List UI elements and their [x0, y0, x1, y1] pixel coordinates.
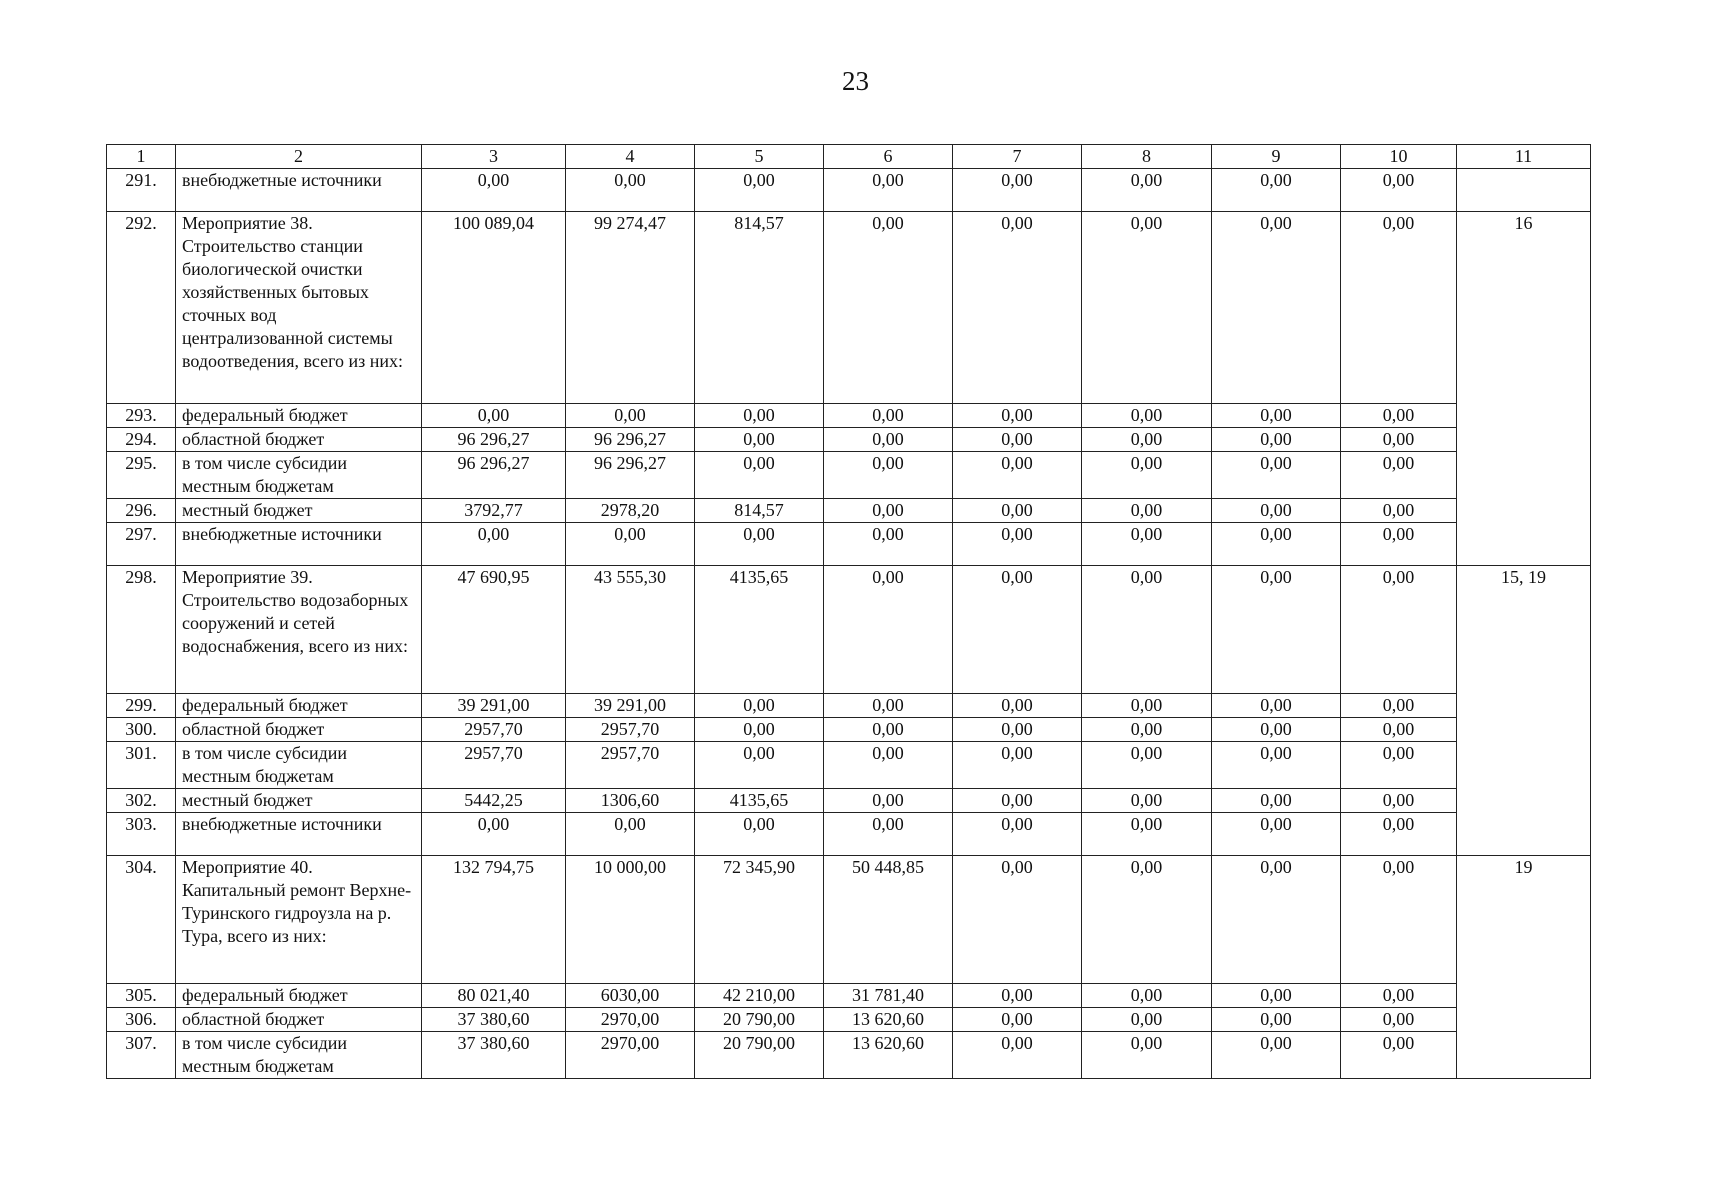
column-header-4: 4: [566, 145, 695, 169]
value-cell-col-10: 0,00: [1341, 404, 1457, 428]
value-cell-col-3: 37 380,60: [422, 1008, 566, 1032]
value-cell-col-4: 96 296,27: [566, 452, 695, 499]
column-header-1: 1: [107, 145, 176, 169]
value-cell-col-7: 0,00: [953, 694, 1082, 718]
value-cell-col-5: 4135,65: [695, 566, 824, 694]
value-cell-col-7: 0,00: [953, 523, 1082, 566]
table-row: [107, 428, 1591, 452]
value-cell-col-5: 0,00: [695, 428, 824, 452]
value-cell-col-8: 0,00: [1082, 813, 1212, 856]
value-cell-col-10: 0,00: [1341, 1032, 1457, 1079]
value-cell-col-8: 0,00: [1082, 1008, 1212, 1032]
row-description: внебюджетные источники: [176, 169, 422, 212]
row-number: 302.: [107, 789, 176, 813]
value-cell-col-9: 0,00: [1212, 789, 1341, 813]
column-header-7: 7: [953, 145, 1082, 169]
value-cell-col-3: 2957,70: [422, 718, 566, 742]
value-cell-col-3: 80 021,40: [422, 984, 566, 1008]
value-cell-col-7: 0,00: [953, 499, 1082, 523]
value-cell-col-5: 0,00: [695, 169, 824, 212]
row-number: 306.: [107, 1008, 176, 1032]
value-cell-col-10: 0,00: [1341, 499, 1457, 523]
value-cell-col-7: 0,00: [953, 404, 1082, 428]
value-cell-col-3: 0,00: [422, 404, 566, 428]
table-row: [107, 813, 1591, 856]
value-cell-col-5: 814,57: [695, 499, 824, 523]
row-description: местный бюджет: [176, 789, 422, 813]
value-cell-col-5: 4135,65: [695, 789, 824, 813]
row-description: Мероприятие 39. Строительство водозаборных сооружений и сетей водоснабжения, всего из них:: [176, 566, 422, 694]
value-cell-col-8: 0,00: [1082, 523, 1212, 566]
row-description: Мероприятие 38. Строительство станции биологической очистки хозяйственных бытовых сточных вод централизованной системы водоотведения, всего из них:: [176, 212, 422, 404]
value-cell-col-9: 0,00: [1212, 1008, 1341, 1032]
table-row: [107, 169, 1591, 212]
value-cell-col-7: 0,00: [953, 984, 1082, 1008]
row-number: 293.: [107, 404, 176, 428]
value-cell-col-10: 0,00: [1341, 169, 1457, 212]
value-cell-col-9: 0,00: [1212, 169, 1341, 212]
table-row: [107, 984, 1591, 1008]
column-header-11: 11: [1457, 145, 1591, 169]
target-indicator-cell: 15, 19: [1457, 566, 1591, 856]
value-cell-col-6: 0,00: [824, 452, 953, 499]
table-row: [107, 694, 1591, 718]
value-cell-col-10: 0,00: [1341, 1008, 1457, 1032]
value-cell-col-8: 0,00: [1082, 718, 1212, 742]
value-cell-col-6: 13 620,60: [824, 1008, 953, 1032]
row-number: 305.: [107, 984, 176, 1008]
row-description: Мероприятие 40. Капитальный ремонт Верхне-Туринского гидроузла на р. Тура, всего из них:: [176, 856, 422, 984]
value-cell-col-5: 0,00: [695, 742, 824, 789]
value-cell-col-9: 0,00: [1212, 1032, 1341, 1079]
value-cell-col-3: 37 380,60: [422, 1032, 566, 1079]
value-cell-col-6: 0,00: [824, 813, 953, 856]
value-cell-col-8: 0,00: [1082, 499, 1212, 523]
row-number: 307.: [107, 1032, 176, 1079]
table-row: [107, 856, 1591, 984]
value-cell-col-10: 0,00: [1341, 566, 1457, 694]
table-row: [107, 1032, 1591, 1079]
value-cell-col-5: 0,00: [695, 523, 824, 566]
value-cell-col-4: 99 274,47: [566, 212, 695, 404]
value-cell-col-8: 0,00: [1082, 428, 1212, 452]
value-cell-col-5: 20 790,00: [695, 1008, 824, 1032]
value-cell-col-8: 0,00: [1082, 856, 1212, 984]
value-cell-col-7: 0,00: [953, 718, 1082, 742]
table-row: [107, 789, 1591, 813]
row-description: областной бюджет: [176, 718, 422, 742]
value-cell-col-8: 0,00: [1082, 789, 1212, 813]
value-cell-col-6: 0,00: [824, 694, 953, 718]
value-cell-col-6: 0,00: [824, 718, 953, 742]
value-cell-col-4: 43 555,30: [566, 566, 695, 694]
value-cell-col-3: 100 089,04: [422, 212, 566, 404]
row-number: 291.: [107, 169, 176, 212]
table-row: [107, 742, 1591, 789]
row-description: областной бюджет: [176, 428, 422, 452]
value-cell-col-9: 0,00: [1212, 718, 1341, 742]
value-cell-col-10: 0,00: [1341, 718, 1457, 742]
value-cell-col-6: 0,00: [824, 523, 953, 566]
value-cell-col-4: 2970,00: [566, 1008, 695, 1032]
value-cell-col-5: 0,00: [695, 718, 824, 742]
value-cell-col-9: 0,00: [1212, 428, 1341, 452]
value-cell-col-6: 0,00: [824, 789, 953, 813]
value-cell-col-3: 5442,25: [422, 789, 566, 813]
value-cell-col-8: 0,00: [1082, 452, 1212, 499]
value-cell-col-4: 39 291,00: [566, 694, 695, 718]
value-cell-col-5: 0,00: [695, 813, 824, 856]
value-cell-col-9: 0,00: [1212, 212, 1341, 404]
value-cell-col-8: 0,00: [1082, 566, 1212, 694]
row-description: федеральный бюджет: [176, 694, 422, 718]
value-cell-col-4: 96 296,27: [566, 428, 695, 452]
value-cell-col-4: 2970,00: [566, 1032, 695, 1079]
row-description: федеральный бюджет: [176, 404, 422, 428]
value-cell-col-3: 0,00: [422, 169, 566, 212]
target-indicator-cell: 19: [1457, 856, 1591, 1079]
column-header-6: 6: [824, 145, 953, 169]
row-number: 304.: [107, 856, 176, 984]
value-cell-col-9: 0,00: [1212, 813, 1341, 856]
table-body: [107, 169, 1591, 1079]
target-indicator-cell: [1457, 169, 1591, 212]
value-cell-col-7: 0,00: [953, 742, 1082, 789]
value-cell-col-10: 0,00: [1341, 428, 1457, 452]
row-number: 299.: [107, 694, 176, 718]
value-cell-col-10: 0,00: [1341, 212, 1457, 404]
value-cell-col-8: 0,00: [1082, 694, 1212, 718]
value-cell-col-7: 0,00: [953, 813, 1082, 856]
value-cell-col-6: 50 448,85: [824, 856, 953, 984]
row-description: местный бюджет: [176, 499, 422, 523]
column-number-row: [107, 145, 1591, 169]
column-header-2: 2: [176, 145, 422, 169]
target-indicator-cell: 16: [1457, 212, 1591, 566]
row-number: 296.: [107, 499, 176, 523]
table-row: [107, 499, 1591, 523]
value-cell-col-3: 47 690,95: [422, 566, 566, 694]
table-row: [107, 1008, 1591, 1032]
value-cell-col-4: 10 000,00: [566, 856, 695, 984]
row-number: 295.: [107, 452, 176, 499]
value-cell-col-10: 0,00: [1341, 523, 1457, 566]
value-cell-col-3: 0,00: [422, 523, 566, 566]
value-cell-col-6: 0,00: [824, 212, 953, 404]
table-row: [107, 212, 1591, 404]
value-cell-col-4: 2957,70: [566, 718, 695, 742]
value-cell-col-3: 96 296,27: [422, 428, 566, 452]
value-cell-col-5: 0,00: [695, 694, 824, 718]
row-description: внебюджетные источники: [176, 813, 422, 856]
table-row: [107, 718, 1591, 742]
value-cell-col-4: 2978,20: [566, 499, 695, 523]
column-header-10: 10: [1341, 145, 1457, 169]
value-cell-col-10: 0,00: [1341, 789, 1457, 813]
value-cell-col-6: 0,00: [824, 404, 953, 428]
budget-table: [106, 144, 1591, 1079]
page-number: 23: [842, 66, 869, 96]
row-description: внебюджетные источники: [176, 523, 422, 566]
value-cell-col-8: 0,00: [1082, 212, 1212, 404]
value-cell-col-5: 0,00: [695, 404, 824, 428]
value-cell-col-9: 0,00: [1212, 452, 1341, 499]
value-cell-col-6: 0,00: [824, 742, 953, 789]
value-cell-col-7: 0,00: [953, 1008, 1082, 1032]
table-row: [107, 404, 1591, 428]
value-cell-col-6: 0,00: [824, 169, 953, 212]
value-cell-col-10: 0,00: [1341, 813, 1457, 856]
value-cell-col-5: 814,57: [695, 212, 824, 404]
value-cell-col-5: 42 210,00: [695, 984, 824, 1008]
value-cell-col-3: 3792,77: [422, 499, 566, 523]
table-row: [107, 452, 1591, 499]
column-header-3: 3: [422, 145, 566, 169]
row-number: 300.: [107, 718, 176, 742]
value-cell-col-3: 0,00: [422, 813, 566, 856]
value-cell-col-6: 0,00: [824, 499, 953, 523]
value-cell-col-4: 0,00: [566, 523, 695, 566]
value-cell-col-7: 0,00: [953, 1032, 1082, 1079]
value-cell-col-4: 0,00: [566, 169, 695, 212]
value-cell-col-10: 0,00: [1341, 984, 1457, 1008]
value-cell-col-9: 0,00: [1212, 856, 1341, 984]
value-cell-col-7: 0,00: [953, 212, 1082, 404]
value-cell-col-3: 132 794,75: [422, 856, 566, 984]
value-cell-col-4: 1306,60: [566, 789, 695, 813]
value-cell-col-9: 0,00: [1212, 694, 1341, 718]
table-row: [107, 566, 1591, 694]
value-cell-col-9: 0,00: [1212, 523, 1341, 566]
value-cell-col-7: 0,00: [953, 789, 1082, 813]
value-cell-col-8: 0,00: [1082, 984, 1212, 1008]
row-description: в том числе субсидии местным бюджетам: [176, 742, 422, 789]
value-cell-col-10: 0,00: [1341, 694, 1457, 718]
value-cell-col-10: 0,00: [1341, 856, 1457, 984]
value-cell-col-8: 0,00: [1082, 1032, 1212, 1079]
row-number: 297.: [107, 523, 176, 566]
value-cell-col-3: 39 291,00: [422, 694, 566, 718]
table-row: [107, 523, 1591, 566]
value-cell-col-8: 0,00: [1082, 404, 1212, 428]
value-cell-col-4: 6030,00: [566, 984, 695, 1008]
value-cell-col-10: 0,00: [1341, 742, 1457, 789]
column-header-8: 8: [1082, 145, 1212, 169]
row-number: 301.: [107, 742, 176, 789]
value-cell-col-6: 31 781,40: [824, 984, 953, 1008]
value-cell-col-3: 2957,70: [422, 742, 566, 789]
row-description: в том числе субсидии местным бюджетам: [176, 1032, 422, 1079]
value-cell-col-9: 0,00: [1212, 742, 1341, 789]
value-cell-col-5: 72 345,90: [695, 856, 824, 984]
row-number: 294.: [107, 428, 176, 452]
value-cell-col-9: 0,00: [1212, 499, 1341, 523]
value-cell-col-7: 0,00: [953, 856, 1082, 984]
value-cell-col-9: 0,00: [1212, 984, 1341, 1008]
column-header-9: 9: [1212, 145, 1341, 169]
value-cell-col-8: 0,00: [1082, 169, 1212, 212]
value-cell-col-3: 96 296,27: [422, 452, 566, 499]
value-cell-col-9: 0,00: [1212, 404, 1341, 428]
value-cell-col-6: 13 620,60: [824, 1032, 953, 1079]
value-cell-col-6: 0,00: [824, 428, 953, 452]
column-header-5: 5: [695, 145, 824, 169]
value-cell-col-5: 0,00: [695, 452, 824, 499]
value-cell-col-4: 0,00: [566, 813, 695, 856]
value-cell-col-7: 0,00: [953, 452, 1082, 499]
row-number: 298.: [107, 566, 176, 694]
value-cell-col-7: 0,00: [953, 169, 1082, 212]
row-number: 303.: [107, 813, 176, 856]
value-cell-col-6: 0,00: [824, 566, 953, 694]
value-cell-col-5: 20 790,00: [695, 1032, 824, 1079]
value-cell-col-9: 0,00: [1212, 566, 1341, 694]
row-description: в том числе субсидии местным бюджетам: [176, 452, 422, 499]
value-cell-col-7: 0,00: [953, 566, 1082, 694]
row-description: областной бюджет: [176, 1008, 422, 1032]
value-cell-col-7: 0,00: [953, 428, 1082, 452]
row-number: 292.: [107, 212, 176, 404]
value-cell-col-8: 0,00: [1082, 742, 1212, 789]
value-cell-col-4: 0,00: [566, 404, 695, 428]
value-cell-col-10: 0,00: [1341, 452, 1457, 499]
value-cell-col-4: 2957,70: [566, 742, 695, 789]
row-description: федеральный бюджет: [176, 984, 422, 1008]
